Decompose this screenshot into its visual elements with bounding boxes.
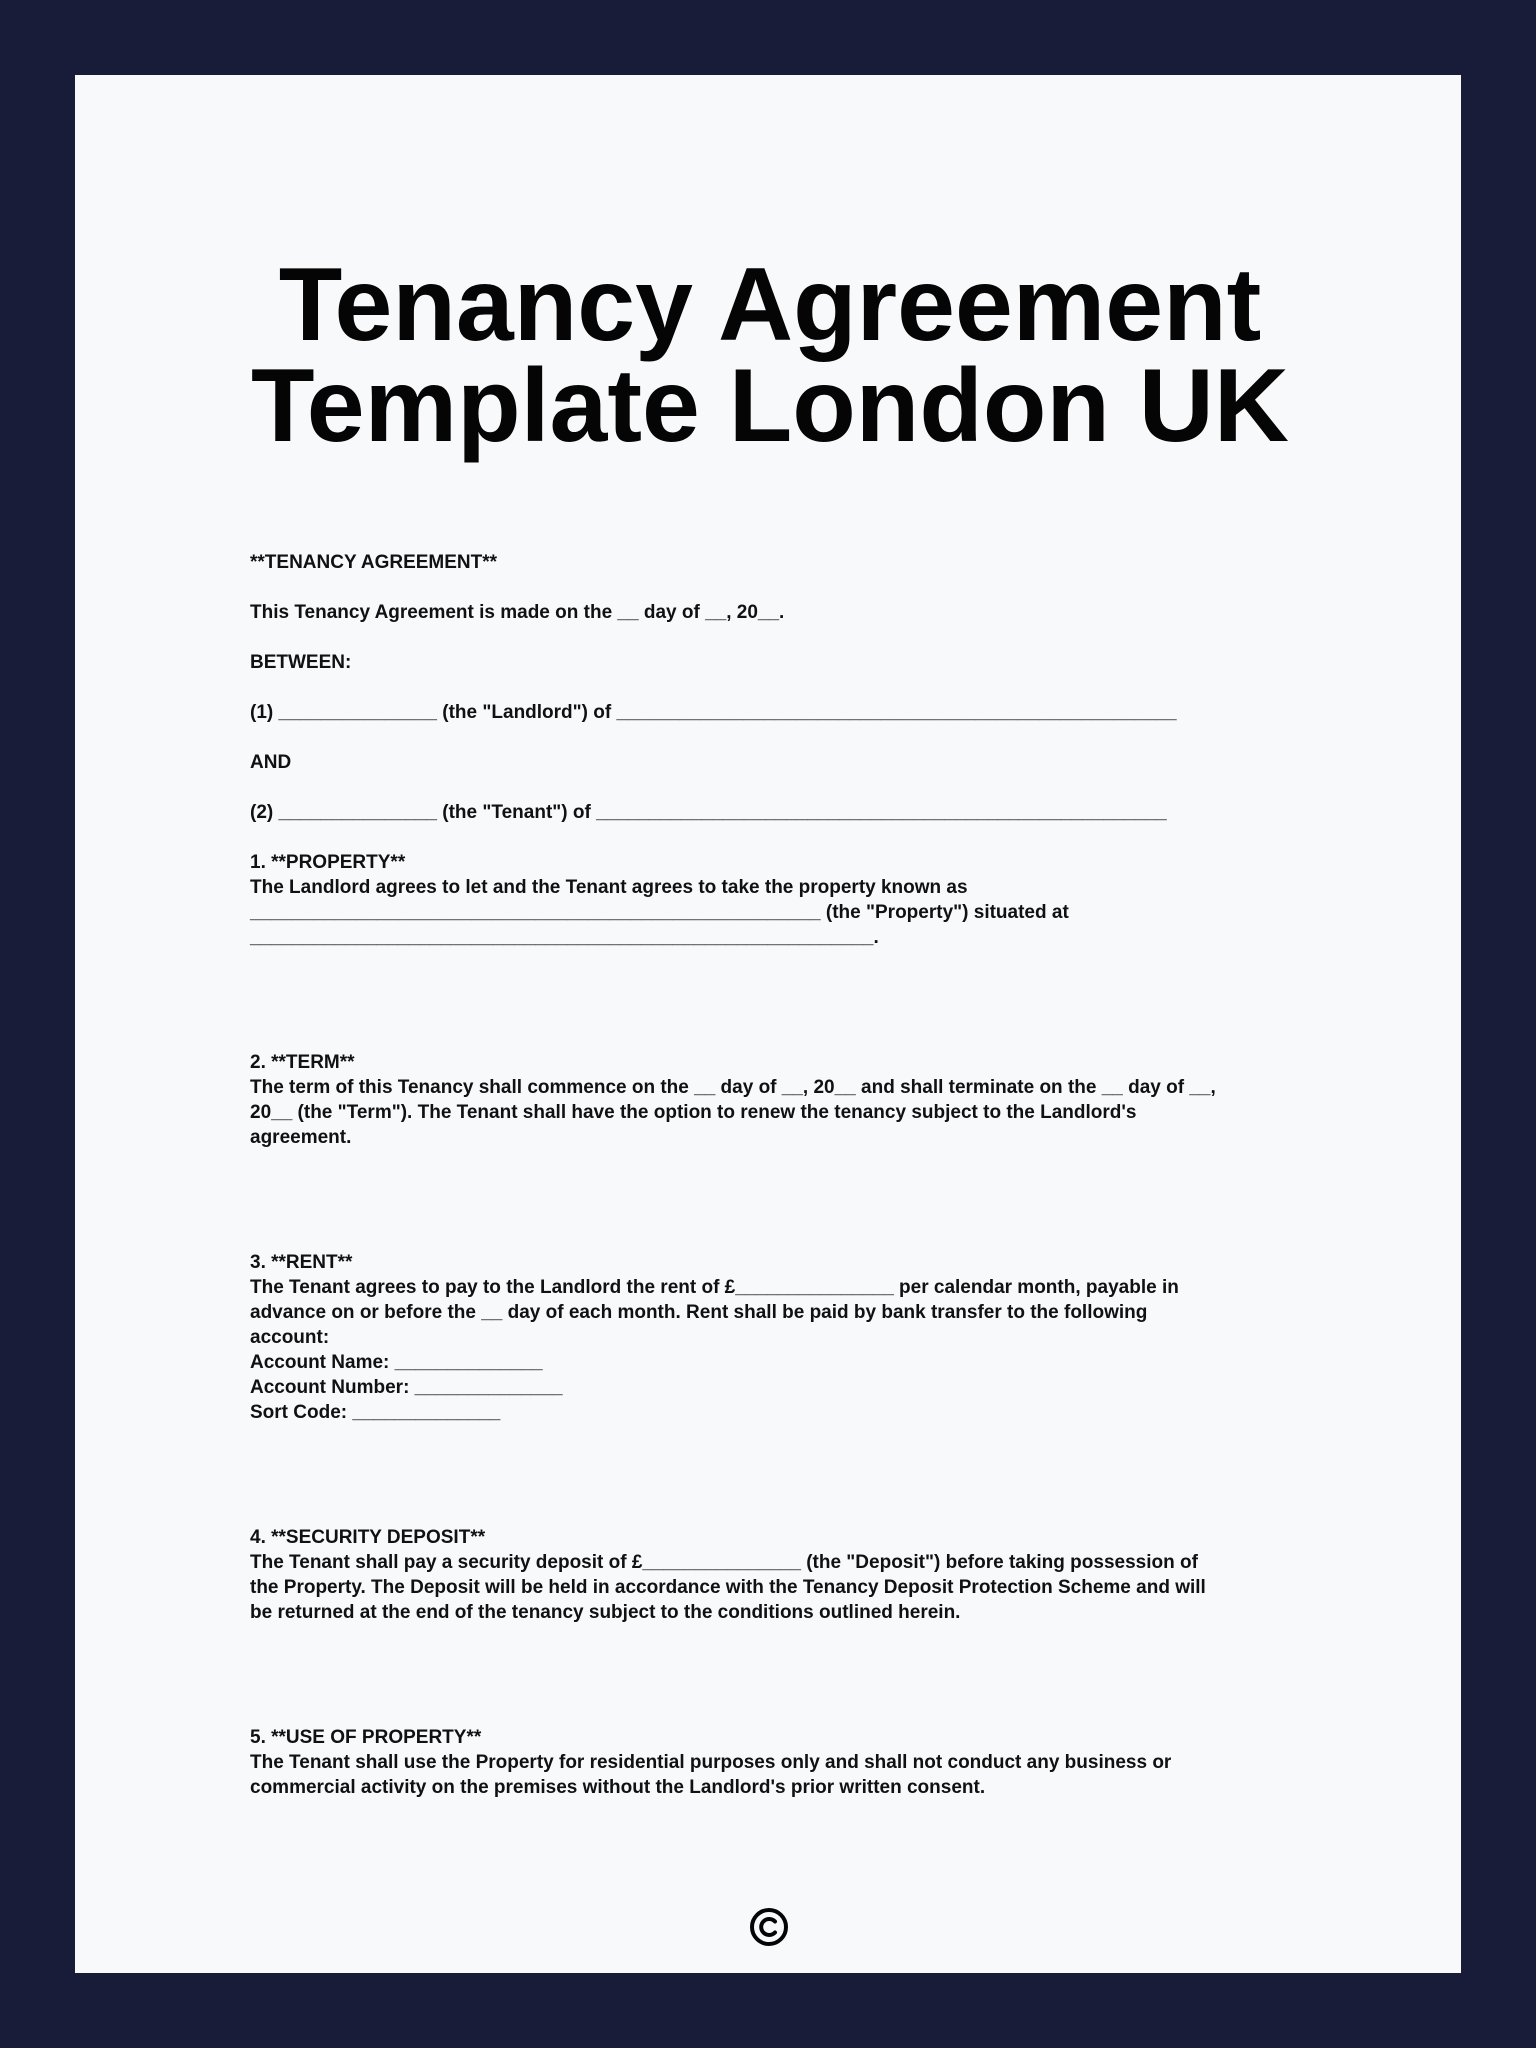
copyright-icon xyxy=(747,1905,791,1949)
section-line: The Landlord agrees to let and the Tenant agrees to take the property known as xyxy=(250,877,968,898)
section-line: ______________________________________________________ (the "Property") situated at xyxy=(250,902,1069,923)
account-number-line: Account Number: ______________ xyxy=(250,1377,563,1398)
tenant-party-line: (2) _______________ (the "Tenant") of ______________________________________________________ xyxy=(250,802,1167,823)
section-line: The Tenant agrees to pay to the Landlord the rent of £_______________ per calendar month, payable in xyxy=(250,1277,1179,1298)
section-line: advance on or before the __ day of each month. Rent shall be paid by bank transfer to the following xyxy=(250,1302,1148,1323)
section-line: The Tenant shall pay a security deposit of £_______________ (the "Deposit") before taking possession of xyxy=(250,1552,1198,1573)
section-line: 20__ (the "Term"). The Tenant shall have the option to renew the tenancy subject to the Landlord's xyxy=(250,1102,1137,1123)
section-line: account: xyxy=(250,1327,330,1348)
and-label: AND xyxy=(250,752,292,773)
section-property xyxy=(250,850,1310,950)
section-rent xyxy=(250,1250,1310,1425)
document-page xyxy=(75,75,1461,1973)
section-use-of-property xyxy=(250,1725,1310,1800)
section-line: The term of this Tenancy shall commence on the __ day of __, 20__ and shall terminate on the __ day of __, xyxy=(250,1077,1216,1098)
sort-code-line: Sort Code: ______________ xyxy=(250,1402,501,1423)
section-security-deposit xyxy=(250,1525,1310,1625)
section-line: agreement. xyxy=(250,1127,352,1148)
section-line: The Tenant shall use the Property for residential purposes only and shall not conduct any business or xyxy=(250,1752,1172,1773)
made-on-line: This Tenancy Agreement is made on the __ day of __, 20__. xyxy=(250,602,785,623)
section-heading: 4. **SECURITY DEPOSIT** xyxy=(250,1527,486,1548)
section-heading: 1. **PROPERTY** xyxy=(250,852,406,873)
document-title xyxy=(240,247,1300,464)
title-line-2: Template London UK xyxy=(250,348,1290,464)
between-label: BETWEEN: xyxy=(250,652,352,673)
section-heading: 2. **TERM** xyxy=(250,1052,355,1073)
section-line: commercial activity on the premises without the Landlord's prior written consent. xyxy=(250,1777,986,1798)
account-name-line: Account Name: ______________ xyxy=(250,1352,543,1373)
section-line: be returned at the end of the tenancy subject to the conditions outlined herein. xyxy=(250,1602,961,1623)
section-line: ___________________________________________________________. xyxy=(250,927,879,948)
landlord-party-line: (1) _______________ (the "Landlord") of _____________________________________________________ xyxy=(250,702,1177,723)
section-line: the Property. The Deposit will be held in accordance with the Tenancy Deposit Protection Scheme and will xyxy=(250,1577,1206,1598)
section-term xyxy=(250,1050,1310,1150)
agreement-heading: **TENANCY AGREEMENT** xyxy=(250,552,498,573)
section-heading: 3. **RENT** xyxy=(250,1252,353,1273)
title-line-1: Tenancy Agreement xyxy=(278,247,1262,363)
section-heading: 5. **USE OF PROPERTY** xyxy=(250,1727,482,1748)
